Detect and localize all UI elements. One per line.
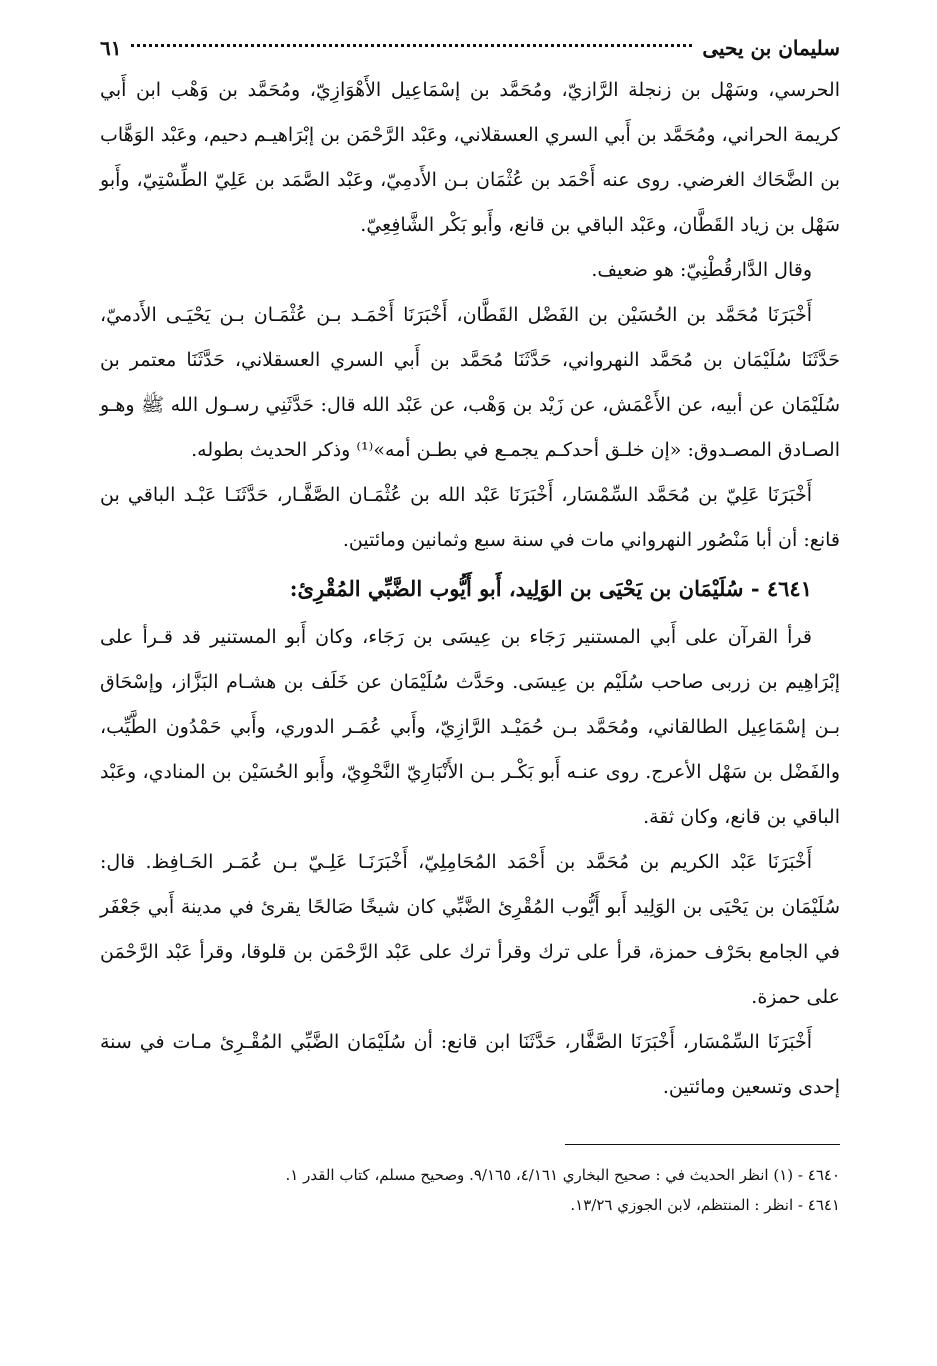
running-header [100, 28, 840, 68]
entry-heading: ٤٦٤١ - سُلَيْمَان بن يَحْيَى بن الوَلِيد، أَبو أَيُّوب الضَّبِّي المُقْرِئ: [289, 576, 812, 601]
paragraph-narrators: الحرسي، وسَهْل بن زنجلة الرَّازيّ، ومُحَمَّد بن إسْمَاعِيل الأَهْوَازِيّ، ومُحَمَّد بن وَهْب ابن أَبي كريمة الحراني، ومُحَمَّد بن أَبي السري العسقلاني، وعَبْد الرَّحْمَن بن إبْرَاهيـم دحيم، وعَبْد الوَهَّاب بن الضَّحَاك الغرضي. روى عنه أَحْمَد بن عُثْمَان بـن الأَدمِيّ، وعَبْد الصَّمَد بن عَلِيّ الطِّسْتِيّ، وأَبو سَهْل بن زياد القَطَّان، وعَبْد الباقي بن قانع، وأَبو بَكْر الشَّافِعِيّ. [100, 79, 840, 236]
paragraph-hadith: أَخْبَرَنَا مُحَمَّد بن الحُسَيْن بن الفَضْل القَطَّان، أَخْبَرَنَا أَحْمَـد بـن عُثْمَـان بـن يَحْيَـى الأَدميّ، حَدَّثَنَا سُلَيْمَان بن مُحَمَّد النهرواني، حَدَّثَنَا مُحَمَّد بن أَبي السري العسقلاني، حَدَّثَنَا معتمر بن سُلَيْمَان عن أبيه، عن الأَعْمَش، عن زَيْد بن وَهْب، عن عَبْد الله قال: حَدَّثَنِي رسـول الله ﷺ وهـو الصـادق المصـدوق: «إن خلـق أحدكـم يجمـع في بطـن أمه»⁽¹⁾ وذكر الحديث بطوله. [100, 304, 840, 461]
footnote-4640: ٤٦٤٠ - (١) انظر الحديث في : صحيح البخاري ٤/١٦١، ٩/١٦٥. وصحيح مسلم، كتاب القدر ١. [285, 1166, 840, 1184]
paragraph-daraqutni: وقال الدَّارقُطْنِيّ: هو ضعيف. [591, 259, 812, 281]
book-page [100, 28, 840, 1220]
paragraph-biography: قرأ القرآن على أَبي المستنير رَجَاء بن عِيسَى بن رَجَاء، وكان أَبو المستنير قد قـرأ على إبْرَاهِيم بن زربى صاحب سُلَيْم بن عِيسَى. وحَدَّث سُلَيْمَان عن خَلَف بن هشـام البَزَّاز، وإسْحَاق بـن إسْمَاعِيل الطالقاني، ومُحَمَّد بـن حُمَيْـد الرَّازِيّ، وأَبي عُمَـر الدوري، وأَبي حَمْدُون الطَّيِّب، والفَضْل بن سَهْل الأعرج. روى عنـه أَبو بَكْـر بـن الأَنْبَارِيّ النَّحْوِيّ، وأَبو الحُسَيْن بن المنادي، وعَبْد الباقي بن قانع، وكان ثقة. [100, 626, 840, 828]
paragraph-hafiz-report: أَخْبَرَنَا عَبْد الكريم بن مُحَمَّد بن أَحْمَد المُحَامِلِيّ، أَخْبَرَنَـا عَلِـيّ بـن عُمَـر الحَـافِظ. قال: سُلَيْمَان بن يَحْيَى بن الوَلِيد أَبو أَيُّوب المُقْرِئ الضَّبِّي كان شيخًا صَالحًا يقرئ في مدينة أَبي جَعْفَر في الجامع بحَرْف حمزة، قرأ على ترك وقرأ ترك على عَبْد الرَّحْمَن بن قلوقا، وقرأ عَبْد الرَّحْمَن على حمزة. [100, 851, 840, 1008]
dot-leaders [131, 44, 692, 47]
running-title: سليمان بن يحيى [702, 36, 840, 60]
footnote-4641: ٤٦٤١ - انظر : المنتظم، لابن الجوزي ١٣/٢٦. [570, 1196, 840, 1214]
footnote-rule [565, 1144, 840, 1145]
paragraph-death-date: أَخْبَرَنَا السِّمْسَار، أَخْبَرَنَا الصَّفَّار، حَدَّثَنَا ابن قانع: أن سُلَيْمَان الضَّبِّي المُقْـرِئ مـات في سنة إحدى وتسعين ومائتين. [100, 1031, 840, 1098]
page-number: ٦١ [100, 36, 122, 60]
paragraph-death-report: أَخْبَرَنَا عَلِيّ بن مُحَمَّد السِّمْسَار، أَخْبَرَنَا عَبْد الله بن عُثْمَـان الصَّفَّـار، حَدَّثَنَـا عَبْـد الباقي بن قانع: أن أبا مَنْصُور النهرواني مات في سنة سبع وثمانين ومائتين. [100, 484, 840, 551]
footnote-separator [100, 1144, 840, 1160]
